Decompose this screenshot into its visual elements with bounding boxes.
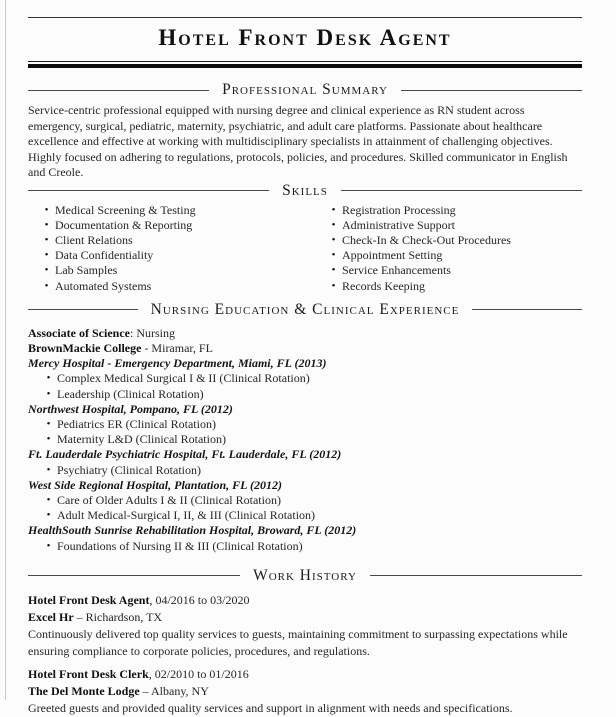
- resume-content: [28, 0, 582, 717]
- skill-label: Check-In & Check-Out Procedures: [342, 232, 511, 247]
- skill-item: [28, 233, 315, 248]
- section-heading: Skills: [282, 181, 328, 199]
- job-employer: Excel Hr: [28, 609, 74, 624]
- job-entry: [28, 666, 582, 717]
- job-dates: , 02/2010 to 01/2016: [148, 666, 249, 681]
- education-bullet-item: • Adult Medical-Surgical I, II, & III (Clinical Rotation): [28, 508, 582, 523]
- bullet-icon: •: [46, 509, 51, 522]
- bullet-icon: •: [44, 233, 49, 246]
- school-line: BrownMackie College - Miramar, FL: [28, 340, 213, 355]
- section-heading: Nursing Education & Clinical Experience: [150, 300, 460, 318]
- work-history-section: [28, 592, 582, 717]
- job-location: – Albany, NY: [139, 683, 209, 698]
- skill-item: [315, 218, 582, 233]
- bullet-icon: •: [44, 264, 49, 277]
- skill-item: [28, 263, 315, 278]
- section-header-skills: [28, 181, 582, 201]
- bullet-icon: •: [331, 218, 336, 231]
- skill-label: Data Confidentiality: [55, 248, 154, 263]
- job-dates: , 04/2016 to 03/2020: [149, 592, 250, 607]
- job-employer: The Del Monte Lodge: [28, 683, 140, 698]
- job-employer-line: [28, 609, 582, 626]
- page-left-border: [5, 0, 6, 700]
- education-entry-bullets: [28, 539, 582, 554]
- skill-label: Automated Systems: [55, 278, 152, 293]
- education-entry-bullets: [28, 493, 582, 523]
- degree-name: Associate of Science: [28, 325, 130, 340]
- bullet-icon: •: [46, 417, 51, 430]
- education-entry-bullets: [28, 371, 582, 401]
- section-header-education: [28, 300, 582, 320]
- job-title: Hotel Front Desk Agent: [28, 592, 150, 607]
- section-header-work-history: [28, 566, 582, 586]
- skills-column-right: [315, 203, 582, 294]
- page-title: Hotel Front Desk Agent: [158, 25, 452, 50]
- bullet-icon: •: [44, 203, 49, 216]
- bullet-icon: •: [331, 203, 336, 216]
- bullet-icon: •: [46, 433, 51, 446]
- skill-label: Appointment Setting: [342, 248, 443, 263]
- education-bullet-item: • Pediatrics ER (Clinical Rotation): [28, 417, 582, 432]
- skill-label: Administrative Support: [342, 217, 455, 232]
- education-entry-title: HealthSouth Sunrise Rehabilitation Hospital, Broward, FL (2012): [28, 523, 357, 538]
- job-description: Greeted guests and provided quality services and support in alignment with needs and specifications.: [28, 700, 513, 715]
- education-bullet-item: • Foundations of Nursing II & III (Clinical Rotation): [28, 539, 582, 554]
- skill-item: [28, 248, 315, 263]
- skill-item: [315, 248, 582, 263]
- job-title: Hotel Front Desk Clerk: [28, 666, 149, 681]
- bullet-icon: •: [46, 372, 51, 385]
- bullet-icon: •: [331, 249, 336, 262]
- skills-columns: [28, 203, 582, 294]
- education-entry-bullets: [28, 417, 582, 447]
- skill-label: Client Relations: [55, 232, 133, 247]
- bullet-icon: •: [44, 279, 49, 292]
- skill-label: Medical Screening & Testing: [55, 202, 196, 217]
- skill-item: [315, 263, 582, 278]
- bullet-icon: •: [44, 218, 49, 231]
- bullet-icon: •: [46, 493, 51, 506]
- skills-column-left: [28, 203, 315, 294]
- skill-item: [315, 233, 582, 248]
- title-double-rule: [28, 61, 582, 68]
- education-entry-title: Mercy Hospital - Emergency Department, Miami, FL (2013): [28, 356, 327, 371]
- skill-item: [28, 218, 315, 233]
- education-bullet-item: • Psychiatry (Clinical Rotation): [28, 463, 582, 478]
- job-entry: [28, 592, 582, 660]
- education-bullet-item: • Care of Older Adults I & II (Clinical Rotation): [28, 493, 582, 508]
- skill-label: Service Enhancements: [342, 263, 451, 278]
- title-top-rule: [28, 17, 582, 18]
- bullet-icon: •: [331, 264, 336, 277]
- skill-item: [315, 203, 582, 218]
- bullet-icon: •: [331, 233, 336, 246]
- skill-item: [28, 203, 315, 218]
- summary-text: Service-centric professional equipped with nursing degree and clinical experience as RN student across emergency, surgical, pediatric, maternity, psychiatric, and adult care platforms. Passionate about healthcare excellence and effective at working with multidisciplinary specialists in attainment of challenging objectives. Highly focused on adhering to regulations, protocols, policies, and procedures. Skilled communicator in English and Creole.: [28, 103, 568, 179]
- education-bullet-item: • Complex Medical Surgical I & II (Clinical Rotation): [28, 371, 582, 386]
- job-title-line: [28, 592, 582, 609]
- bullet-icon: •: [44, 249, 49, 262]
- section-heading: Professional Summary: [222, 81, 388, 98]
- education-entry-title: Ft. Lauderdale Psychiatric Hospital, Ft. Lauderdale, FL (2012): [28, 447, 342, 462]
- bullet-icon: •: [46, 387, 51, 400]
- skill-item: [315, 279, 582, 294]
- section-heading: Work History: [253, 566, 357, 584]
- education-entry-title: Northwest Hospital, Pompano, FL (2012): [28, 401, 233, 416]
- education-bullet-item: • Maternity L&D (Clinical Rotation): [28, 432, 582, 447]
- skill-label: Records Keeping: [342, 278, 425, 293]
- bullet-icon: •: [46, 539, 51, 552]
- education-entry-bullets: [28, 463, 582, 478]
- section-header-professional-summary: [28, 80, 582, 100]
- bullet-icon: •: [46, 463, 51, 476]
- education-section: [28, 326, 582, 554]
- education-entry-title: West Side Regional Hospital, Plantation, FL (2012): [28, 477, 283, 492]
- skill-label: Registration Processing: [342, 202, 456, 217]
- degree-line: Associate of Science: Nursing: [28, 325, 175, 340]
- skill-label: Documentation & Reporting: [55, 217, 193, 232]
- skill-label: Lab Samples: [55, 263, 118, 278]
- education-bullet-item: • Leadership (Clinical Rotation): [28, 387, 582, 402]
- job-title-line: [28, 666, 582, 683]
- job-location: – Richardson, TX: [73, 609, 163, 624]
- bullet-icon: •: [331, 279, 336, 292]
- school-name: BrownMackie College: [28, 340, 142, 355]
- job-employer-line: [28, 683, 582, 700]
- skill-item: [28, 279, 315, 294]
- job-description: Continuously delivered top quality services to guests, maintaining commitment to surpassing expectations while ensuring compliance to corporate policies, procedures, and regulations.: [28, 626, 568, 658]
